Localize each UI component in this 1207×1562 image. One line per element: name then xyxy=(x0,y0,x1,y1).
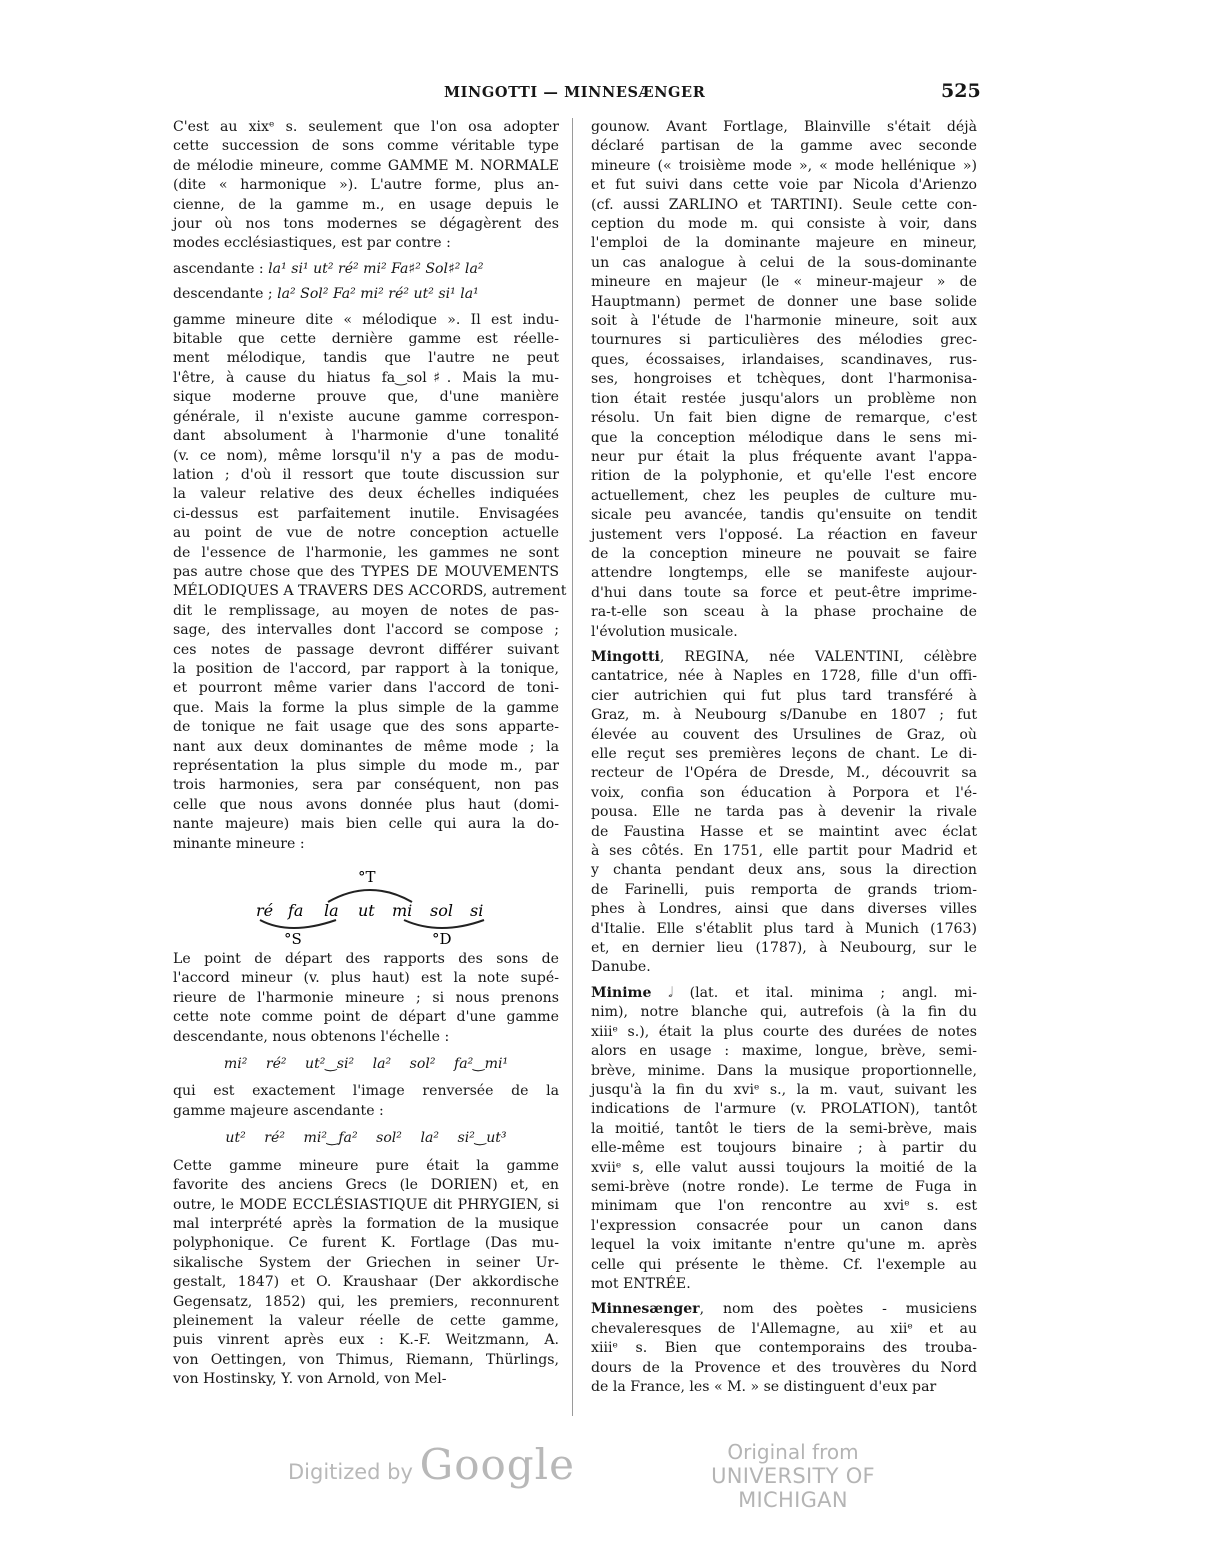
label-T: °T xyxy=(358,868,376,886)
text-line: l'expression consacrée pour un canon dans xyxy=(591,1217,977,1234)
text-line: modes ecclésiastiques, est par contre : xyxy=(173,235,451,252)
text-line: elle-même est toujours binaire ; à partir du xyxy=(591,1140,977,1157)
text-line: l'accord mineur (v. plus haut) est la note supé- xyxy=(173,970,559,987)
text-line: indications de l'armure (v. PROLATION), tantôt xyxy=(591,1101,977,1118)
text-line: outre, le MODE ECCLÉSIASTIQUE dit PHRYGIEN, si xyxy=(173,1196,559,1213)
text-line: phes à Londres, ainsi que dans diverses villes xyxy=(591,901,977,918)
text-line: tion était restée jusqu'alors un problème non xyxy=(591,390,977,407)
text-line: pousa. Elle ne tarda pas à devenir la rivale xyxy=(591,804,977,821)
text-line: justement vers l'opposé. La réaction en faveur xyxy=(591,526,977,543)
paragraph-image-renversee xyxy=(173,1082,559,1121)
text-line: puis vinrent après eux : K.-F. Weitzmann, A. xyxy=(173,1332,559,1349)
harmony-diagram xyxy=(240,862,510,948)
text-line: C'est au xixᵉ s. seulement que l'on osa adopter xyxy=(173,119,559,135)
text-line: elle reçut ses premières leçons de chant. Le di- xyxy=(591,746,977,762)
text-line: l'emploi de la dominante majeure en mineur, xyxy=(591,235,977,252)
text-line: et pourront même varier dans l'accord de toni- xyxy=(173,680,559,697)
text-line: déclaré partisan de la gamme avec seconde xyxy=(591,138,977,155)
text-line: Hauptmann) permet de donner une base solide xyxy=(591,293,977,310)
text-line: la valeur relative des deux échelles indiquées xyxy=(173,486,559,503)
text-line: xviiᵉ s, elle valut aussi toujours la moitié de la xyxy=(591,1159,977,1176)
scale-descendante: descendante ; la² Sol² Fa² mi² ré² ut² si¹ la¹ xyxy=(173,286,479,303)
column-divider xyxy=(572,118,573,1416)
text-line: cantatrice, née à Naples en 1728, fille d'un offi- xyxy=(591,668,977,685)
text-line: tournures si particulières des mélodies grec- xyxy=(591,332,977,349)
text-line: (cf. aussi ZARLINO et TARTINI). Seule cette con- xyxy=(591,196,977,213)
university-watermark: Original from UNIVERSITY OF MICHIGAN xyxy=(711,1440,875,1512)
text-line: von Oettingen, von Thimus, Riemann, Thürlings, xyxy=(173,1351,559,1368)
text-line: à ses côtés. En 1751, elle partit pour Madrid et xyxy=(591,843,977,860)
subdominant-arc xyxy=(260,920,336,928)
text-line: gamme majeure ascendante : xyxy=(173,1102,384,1119)
text-line: que. Mais la forme la plus simple de la gamme xyxy=(173,699,559,716)
text-line: actuellement, chez les peuples de culture mu- xyxy=(591,487,977,504)
text-line: celle qui présente le thème. Cf. l'exemple au xyxy=(591,1256,977,1273)
text-line: Minnesænger, nom des poètes - musiciens xyxy=(591,1301,977,1318)
scale-ascendante: ascendante : la¹ si¹ ut² ré² mi² Fa♯² Sol♯² la² xyxy=(173,260,484,277)
text-line: gamme mineure dite « mélodique ». Il est indu- xyxy=(173,311,559,328)
text-line: Minime 𝅗𝅥 (lat. et ital. minima ; angl. mi- xyxy=(591,984,977,1001)
paragraph-gounow xyxy=(591,118,977,642)
text-line: ci-dessus est parfaitement inutile. Envisagées xyxy=(173,505,559,522)
text-line: rition de la polyphonie, et qu'elle l'est encore xyxy=(591,468,977,485)
text-line: élevée au couvent des Ursulines de Graz, où xyxy=(591,726,977,743)
text-line: de tonique ne fait usage que des sons apparte- xyxy=(173,719,559,736)
text-line: de la conception mineure ne pouvait se faire xyxy=(591,545,977,562)
text-line: dant absolument à l'harmonie d'une tonalité xyxy=(173,428,559,445)
text-line: brève, minime. Dans la musique proportionnelle, xyxy=(591,1062,977,1079)
text-line: polyphonique. Ce furent K. Fortlage (Das mu- xyxy=(173,1235,559,1252)
scale-descendante-mineure: mi² ré² ut²‿si² la² sol² fa²‿mi¹ xyxy=(223,1056,509,1073)
paragraph-gamme-normale xyxy=(173,118,559,254)
text-line: bitable que cette dernière gamme est réelle- xyxy=(173,331,559,348)
text-line: cienne, de la gamme m., en usage depuis le xyxy=(173,196,559,213)
text-line: chevaleresques de l'Allemagne, au xiiᵉ et au xyxy=(591,1320,977,1337)
text-line: pas autre chose que des TYPES DE MOUVEMENTS xyxy=(173,563,559,580)
entry-minnesaenger xyxy=(591,1300,977,1397)
text-line: (v. ce nom), même lorsqu'il n'y a pas de modu- xyxy=(173,447,559,464)
text-line: Gegensatz, 1852) qui, les premiers, reconnurent xyxy=(173,1293,559,1310)
text-line: Le point de départ des rapports des sons de xyxy=(173,951,559,968)
text-line: que la conception mélodique dans le sens mi- xyxy=(591,429,977,446)
harmony-note: mi xyxy=(392,901,413,920)
text-line: semi-brève (notre ronde). Le terme de Fuga in xyxy=(591,1178,977,1195)
text-line: gestalt, 1847) et O. Kraushaar (Der akkordische xyxy=(173,1274,559,1291)
text-line: ses, hongroises et tchèques, dont l'harmonisa- xyxy=(591,371,977,388)
harmony-note: ré xyxy=(256,901,274,920)
text-line: au point de vue de notre conception actuelle xyxy=(173,525,559,542)
text-line: de l'essence de l'harmonie, les gammes ne sont xyxy=(173,544,559,561)
text-line: qui est exactement l'image renversée de la xyxy=(173,1083,559,1100)
text-line: xiiiᵉ s. Bien que contemporains des trouba- xyxy=(591,1340,977,1357)
text-line: de Farinelli, puis remporta de grands triom- xyxy=(591,881,977,898)
text-line: cette note comme point de départ d'une gamme xyxy=(173,1009,559,1026)
text-line: alors en usage : maxime, longue, brève, semi- xyxy=(591,1043,977,1060)
harmony-notes xyxy=(256,901,483,920)
text-line: cette succession de sons comme véritable type xyxy=(173,138,559,155)
right-column xyxy=(591,118,977,1397)
label-D: °D xyxy=(432,930,452,948)
label-S: °S xyxy=(284,930,302,948)
text-line: d'hui dans toute sa force et peut-être imprime- xyxy=(591,584,977,601)
left-column xyxy=(173,118,567,1390)
text-line: mal interprété après la formation de la musique xyxy=(173,1215,559,1232)
running-header: MINGOTTI — MINNESÆNGER xyxy=(444,84,706,101)
text-line: représentation la plus simple du mode m., par xyxy=(173,758,559,774)
text-line: générale, il n'existe aucune gamme correspon- xyxy=(173,408,559,425)
text-line: de mélodie mineure, comme GAMME M. NORMALE xyxy=(173,157,559,174)
text-line: MÉLODIQUES A TRAVERS DES ACCORDS, autrement xyxy=(173,583,567,600)
text-line: minante mineure : xyxy=(173,835,305,852)
dominant-arc xyxy=(404,920,484,928)
text-line: voix, confia son éducation à Porpora et l'é- xyxy=(591,784,977,801)
harmony-note: sol xyxy=(430,901,453,920)
text-line: Mingotti, REGINA, née VALENTINI, célèbre xyxy=(591,648,977,665)
text-line: recteur de l'Opéra de Dresde, M., découvrit sa xyxy=(591,765,977,782)
text-line: un cas analogue à celui de la sous-dominante xyxy=(591,254,977,271)
text-line: xiiiᵉ s.), était la plus courte des durées de notes xyxy=(591,1023,977,1040)
harmony-note: la xyxy=(324,901,339,920)
text-line: dours de la Provence et des trouvères du Nord xyxy=(591,1359,977,1376)
text-line: d'Italie. Elle s'établit plus tard à Munich (1763) xyxy=(591,920,977,937)
google-watermark: Digitized by Google xyxy=(288,1440,575,1489)
text-line: favorite des anciens Grecs (le DORIEN) et, en xyxy=(173,1177,559,1194)
text-line: sique moderne prouve que, d'une manière xyxy=(173,389,559,406)
entry-headword: Mingotti xyxy=(591,648,660,665)
text-line: de la France, les « M. » se distinguent d'eux par xyxy=(591,1379,937,1395)
harmony-note: fa xyxy=(288,901,304,920)
text-line: gounow. Avant Fortlage, Blainville s'était déjà xyxy=(591,119,977,135)
entry-minime xyxy=(591,984,977,1295)
text-line: sicale peu avancée, tandis qu'ensuite on tendit xyxy=(591,507,977,524)
text-line: neur pur était la plus fréquente avant l'appa- xyxy=(591,448,977,465)
text-line: ra-t-elle son sceau à la phase prochaine de xyxy=(591,604,977,621)
text-line: sikalische System der Griechen in seiner Ur- xyxy=(173,1254,559,1271)
text-line: et fut suivi dans cette voie par Nicola d'Arienzo xyxy=(591,177,977,194)
text-line: l'évolution musicale. xyxy=(591,623,738,640)
text-line: dit le remplissage, au moyen de notes de pas- xyxy=(173,602,559,619)
text-line: la position de l'accord, par rapport à la tonique, xyxy=(173,660,559,677)
text-line: pleinement la valeur réelle de cette gamme, xyxy=(173,1312,559,1329)
page-number: 525 xyxy=(941,80,981,102)
paragraph-gamme-mineure-pure xyxy=(173,1157,559,1390)
text-line: l'être, à cause du hiatus fa‿sol♯. Mais la mu- xyxy=(173,369,559,386)
paragraph-gamme-melodique xyxy=(173,311,567,854)
text-line: mineure en majeur (le « mineur-majeur » de xyxy=(591,274,977,291)
harmony-note: ut xyxy=(358,901,375,920)
scale-majeure-ascendante: ut² ré² mi²‿fa² sol² la² si²‿ut³ xyxy=(225,1130,507,1147)
text-line: mineure (« troisième mode », « mode hellénique ») xyxy=(591,157,977,174)
text-line: soit à l'étude de l'harmonie mineure, soit aux xyxy=(591,313,977,330)
text-line: lequel la voix imitante n'entre qu'une m. après xyxy=(591,1237,977,1254)
text-line: minimam que l'on rencontre au xviᵉ s. est xyxy=(591,1198,977,1215)
text-line: cier autrichien qui fut plus tard transféré à xyxy=(591,687,977,704)
text-line: jusqu'à la fin du xviᵉ s., la m. vaut, suivant les xyxy=(591,1081,977,1098)
text-line: ces notes de passage devront différer suivant xyxy=(173,641,559,658)
text-line: von Hostinsky, Y. von Arnold, von Mel- xyxy=(173,1371,447,1388)
harmony-note: si xyxy=(470,901,484,920)
entry-headword: Minime xyxy=(591,984,652,1001)
text-line: celle que nous avons donnée plus haut (domi- xyxy=(173,796,559,813)
text-line: trois harmonies, sera par conséquent, non pas xyxy=(173,777,559,794)
text-line: la moitié, tantôt le tiers de la semi-brève, mais xyxy=(591,1120,977,1137)
text-line: ment mélodique, tandis que l'autre ne peut xyxy=(173,350,559,367)
text-line: nante majeure) mais bien celle qui aura la do- xyxy=(173,816,559,833)
entry-headword: Minnesænger xyxy=(591,1301,700,1318)
text-line: jour où nos tons modernes se dégagèrent des xyxy=(173,216,559,233)
text-line: Danube. xyxy=(591,959,651,976)
text-line: ques, écossaises, irlandaises, scandinaves, rus- xyxy=(591,351,977,368)
paragraph-point-de-depart xyxy=(173,950,559,1047)
text-line: résolu. Un fait bien digne de remarque, c'est xyxy=(591,410,977,427)
text-line: mot ENTRÉE. xyxy=(591,1275,691,1292)
entry-mingotti xyxy=(591,648,977,978)
text-line: nim), notre blanche qui, autrefois (à la fin du xyxy=(591,1004,977,1021)
text-line: descendante, nous obtenons l'échelle : xyxy=(173,1028,450,1045)
text-line: Cette gamme mineure pure était la gamme xyxy=(173,1157,559,1174)
text-line: nant aux deux dominantes de même mode ; la xyxy=(173,738,559,755)
text-line: et, en dernier lieu (1787), à Neubourg, sur le xyxy=(591,940,977,957)
text-line: sage, des intervalles dont l'accord se compose ; xyxy=(173,622,559,639)
text-line: attendre longtemps, elle se manifeste aujour- xyxy=(591,565,977,582)
text-line: de Faustina Hasse et se maintint avec éclat xyxy=(591,823,977,840)
text-line: ception du mode m. qui consiste à voir, dans xyxy=(591,216,977,233)
text-line: y chanta pendant deux ans, sous la direction xyxy=(591,862,977,879)
text-line: (dite « harmonique »). L'autre forme, plus an- xyxy=(173,177,559,194)
text-line: lation ; d'où il ressort que toute discussion sur xyxy=(173,466,559,483)
text-line: rieure de l'harmonie mineure ; si nous prenons xyxy=(173,989,559,1006)
text-line: Graz, m. à Neubourg s/Danube en 1807 ; fut xyxy=(591,707,977,724)
